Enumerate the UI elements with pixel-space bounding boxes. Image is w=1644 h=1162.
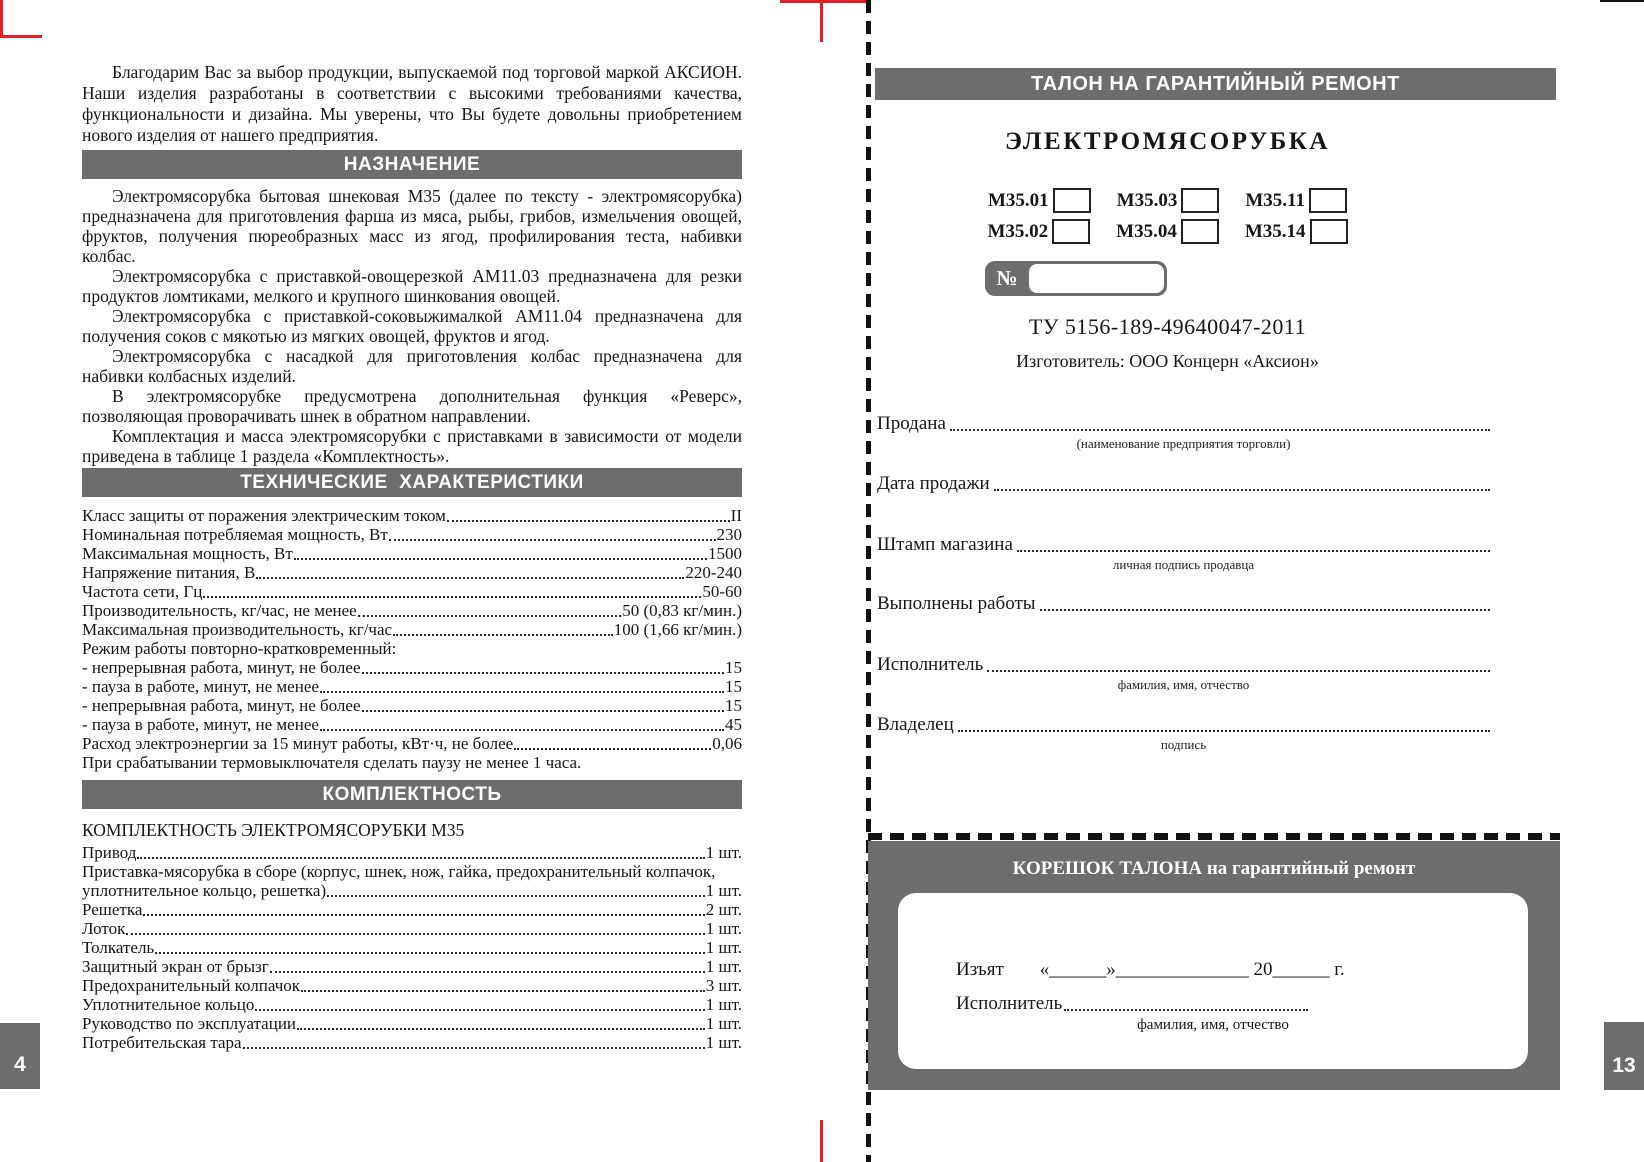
spec-label: - непрерывная работа, минут, не более [82,658,361,677]
dotted-leader [987,670,1490,672]
kit-label: Привод [82,843,137,862]
model-row [875,188,1460,213]
model-cell [1245,188,1347,213]
model-cell [1117,188,1220,213]
crop-mark-top-center-vertical [820,0,823,42]
spec-row [82,601,742,620]
form-row-owner [877,713,1490,752]
spec-label: Производительность, кг/час, не менее [82,601,357,620]
spec-label: Частота сети, Гц [82,582,203,601]
dotted-leader [514,748,711,750]
stub-executor-label: Исполнитель [956,993,1063,1014]
dotted-leader [270,971,705,973]
spec-label: Номинальная потребляемая мощность, Вт [82,525,388,544]
spec-value: II [730,506,742,525]
kit-row [82,976,742,995]
dotted-leader [243,1047,705,1049]
dotted-leader [297,1028,705,1030]
paragraph: Электромясорубка с приставкой-соковыжималкой АМ11.04 предназначена для получения соков с мякотью из мягких овощей, фруктов и ягод. [82,306,742,346]
kit-value: 3 шт. [705,976,742,995]
kit-value: 1 шт. [705,843,742,862]
spec-value: 45 [725,715,742,734]
spec-value: 15 [725,677,742,696]
spec-row [82,639,742,658]
spec-list [82,506,742,772]
section-header-kit: КОМПЛЕКТНОСТЬ [82,780,742,809]
dotted-leader [327,895,705,897]
model-label: М35.14 [1244,220,1306,242]
spec-row [82,506,742,525]
kit-label: Толкатель [82,938,155,957]
dotted-leader [126,933,704,935]
spec-row [82,658,742,677]
model-row [875,219,1460,244]
model-checkbox[interactable] [1310,219,1348,244]
dotted-leader [320,691,724,693]
kit-label: Руководство по эксплуатации [82,1014,297,1033]
seized-row [956,959,1528,981]
dotted-leader [447,520,730,522]
spec-row [82,734,742,753]
form-label: Владелец [877,714,954,735]
dotted-leader [301,990,705,992]
form-caption: подпись [1160,737,1207,752]
spec-value: 220-240 [685,563,742,582]
dotted-leader [994,489,1490,491]
serial-number-field[interactable] [1029,264,1164,293]
form-row-work-done [877,592,1490,615]
dotted-leader [1017,550,1490,552]
model-label: М35.02 [987,220,1049,242]
kit-row [82,1014,742,1033]
model-checkbox[interactable] [1181,188,1219,213]
form-row-sold [877,412,1490,451]
dotted-leader [958,730,1490,732]
purpose-paragraphs [82,186,742,466]
form-row-shop-stamp [877,533,1490,572]
model-cell [1245,219,1348,244]
spec-value: 50 (0,83 кг/мин.) [622,601,742,620]
kit-row [82,1033,742,1052]
dotted-leader [1064,1009,1308,1011]
paragraph: Электромясорубка с приставкой-овощерезкой АМ11.03 предназначена для резки продуктов ломтиками, мелкого и крупного шинкования овощей. [82,266,742,306]
coupon-stub [868,841,1560,1090]
seized-label: Изъят [956,959,1004,980]
form-label: Продана [877,413,946,434]
number-sign-label: № [996,266,1018,290]
stub-panel [898,893,1528,1069]
kit-row [82,938,742,957]
spec-label: При срабатывании термовыключателя сделать паузу не менее 1 часа. [82,753,582,772]
coupon-banner: ТАЛОН НА ГАРАНТИЙНЫЙ РЕМОНТ [875,68,1556,100]
section-header-purpose: НАЗНАЧЕНИЕ [82,150,742,179]
spec-label: Максимальная производительность, кг/час [82,620,393,639]
kit-label: Потребительская тара [82,1033,242,1052]
seized-blank-line: «______»______________ 20______ г. [1039,959,1345,980]
kit-label: уплотнительное кольцо, решетка) [82,881,327,900]
spec-value: 100 (1,66 кг/мин.) [613,620,742,639]
form-caption: (наименование предприятия торговли) [1076,436,1291,451]
spec-row [82,544,742,563]
dotted-leader [143,914,704,916]
model-checkbox[interactable] [1309,188,1347,213]
page-number-left: 4 [0,1023,40,1089]
model-checkbox[interactable] [1053,188,1091,213]
kit-label: Защитный экран от брызг [82,957,269,976]
form-row-executor [877,653,1490,692]
dotted-leader [256,577,684,579]
spec-label: Класс защиты от поражения электрическим током [82,506,446,525]
kit-label: Приставка-мясорубка в сборе (корпус, шнек, нож, гайка, предохранительный колпачок, [82,862,716,881]
kit-label: Лоток [82,919,126,938]
model-cell [987,219,1090,244]
kit-value: 1 шт. [705,881,742,900]
product-title: ЭЛЕКТРОМЯСОРУБКА [1005,128,1330,155]
spec-value: 50-60 [702,582,742,601]
kit-value: 1 шт. [705,957,742,976]
spec-row [82,620,742,639]
crop-mark-top-left-horizontal [0,35,42,38]
kit-list [82,843,742,1052]
spec-label: Режим работы повторно-кратковременный: [82,639,397,658]
spec-row [82,582,742,601]
kit-row [82,862,742,881]
model-label: М35.01 [987,189,1049,211]
spec-row [82,563,742,582]
spec-row [82,525,742,544]
manufacturer-line: Изготовитель: ООО Концерн «Аксион» [1016,351,1319,371]
spec-row [82,696,742,715]
form-row-sale-date [877,472,1490,495]
spec-label: - непрерывная работа, минут, не более [82,696,361,715]
stub-executor-caption: фамилия, имя, отчество [1137,1017,1289,1033]
kit-value: 1 шт. [705,919,742,938]
dotted-leader [362,710,724,712]
spec-value: 1500 [708,544,742,563]
model-checkbox[interactable] [1181,219,1219,244]
dotted-leader [393,634,613,636]
manual-page [82,55,742,1052]
spec-value: 0,06 [712,734,742,753]
dotted-leader [362,672,724,674]
model-checkbox[interactable] [1052,219,1090,244]
form-label: Дата продажи [877,473,990,494]
model-label: М35.04 [1116,220,1177,242]
form-label: Исполнитель [877,654,984,675]
spec-row [82,715,742,734]
crop-mark-top-left-vertical [0,0,3,38]
spec-value: 15 [725,658,742,677]
spec-value: 15 [725,696,742,715]
tu-standard-line: ТУ 5156-189-49640047-2011 [1028,314,1307,339]
dotted-leader [203,596,701,598]
form-caption: фамилия, имя, отчество [1117,677,1250,692]
form-caption: личная подпись продавца [1112,557,1255,572]
paragraph: В электромясорубке предусмотрена дополнительная функция «Реверс», позволяющая проворачивать шнек в обратном направлении. [82,386,742,426]
kit-value: 1 шт. [705,995,742,1014]
spec-row [82,677,742,696]
dotted-leader [294,558,707,560]
spec-row [82,753,742,772]
kit-label: Решетка [82,900,143,919]
kit-row [82,900,742,919]
form-label: Штамп магазина [877,534,1013,555]
spec-label: Максимальная мощность, Вт [82,544,293,563]
model-checkbox-grid [875,188,1460,250]
dotted-leader [155,952,705,954]
dotted-leader [255,1009,704,1011]
spec-label: Напряжение питания, В [82,563,256,582]
kit-row [82,843,742,862]
form-label: Выполнены работы [877,593,1036,614]
kit-value: 1 шт. [705,938,742,957]
spec-label: - пауза в работе, минут, не менее [82,715,319,734]
dotted-leader [358,615,622,617]
model-cell [1116,219,1219,244]
model-cell [988,188,1091,213]
paragraph: Электромясорубка с насадкой для приготовления колбас предназначена для набивки колбасных изделий. [82,346,742,386]
dotted-leader [1040,609,1490,611]
spec-value: 230 [716,525,742,544]
dotted-leader [950,429,1490,431]
serial-number-plate [985,261,1167,296]
stub-executor-row [956,993,1308,1015]
crop-mark-bottom-center-vertical [820,1120,823,1162]
kit-value: 1 шт. [705,1033,742,1052]
model-label: М35.11 [1245,189,1305,211]
kit-row [82,919,742,938]
kit-row [82,957,742,976]
dotted-leader [320,729,724,731]
crop-mark-top-right [1600,0,1644,2]
kit-value: 2 шт. [705,900,742,919]
kit-value: 1 шт. [705,1014,742,1033]
dotted-leader [389,539,716,541]
spec-label: Расход электроэнергии за 15 минут работы, кВт·ч, не более [82,734,514,753]
intro-paragraph: Благодарим Вас за выбор продукции, выпускаемой под торговой маркой АКСИОН. Наши изделия разработаны в соответствии с высокими требованиями качества, функциональности и дизайна. Мы уверены, что Вы будете довольны приобретением нового изделия от нашего предприятия. [82,62,742,145]
kit-label: Уплотнительное кольцо [82,995,255,1014]
crop-mark-top-center-horizontal [780,0,866,3]
kit-heading: КОМПЛЕКТНОСТЬ ЭЛЕКТРОМЯСОРУБКИ М35 [82,820,465,840]
paragraph: Электромясорубка бытовая шнековая М35 (далее по тексту - электромясорубка) предназначена для приготовления фарша из мяса, рыбы, грибов, измельчения овощей, фруктов, получения пюреобразных масс из ягод, профилирования теста, набивки колбас. [82,186,742,266]
section-header-specs: ТЕХНИЧЕСКИЕ ХАРАКТЕРИСТИКИ [82,468,742,497]
dotted-leader [137,857,704,859]
kit-label: Предохранительный колпачок [82,976,301,995]
spec-label: - пауза в работе, минут, не менее [82,677,319,696]
kit-row [82,995,742,1014]
stub-title: КОРЕШОК ТАЛОНА на гарантийный ремонт [1012,858,1416,879]
paragraph: Комплектация и масса электромясорубки с приставками в зависимости от модели приведена в таблице 1 раздела «Комплектность». [82,426,742,466]
kit-row [82,881,742,900]
page-number-right: 13 [1604,1022,1644,1090]
model-label: М35.03 [1116,189,1178,211]
